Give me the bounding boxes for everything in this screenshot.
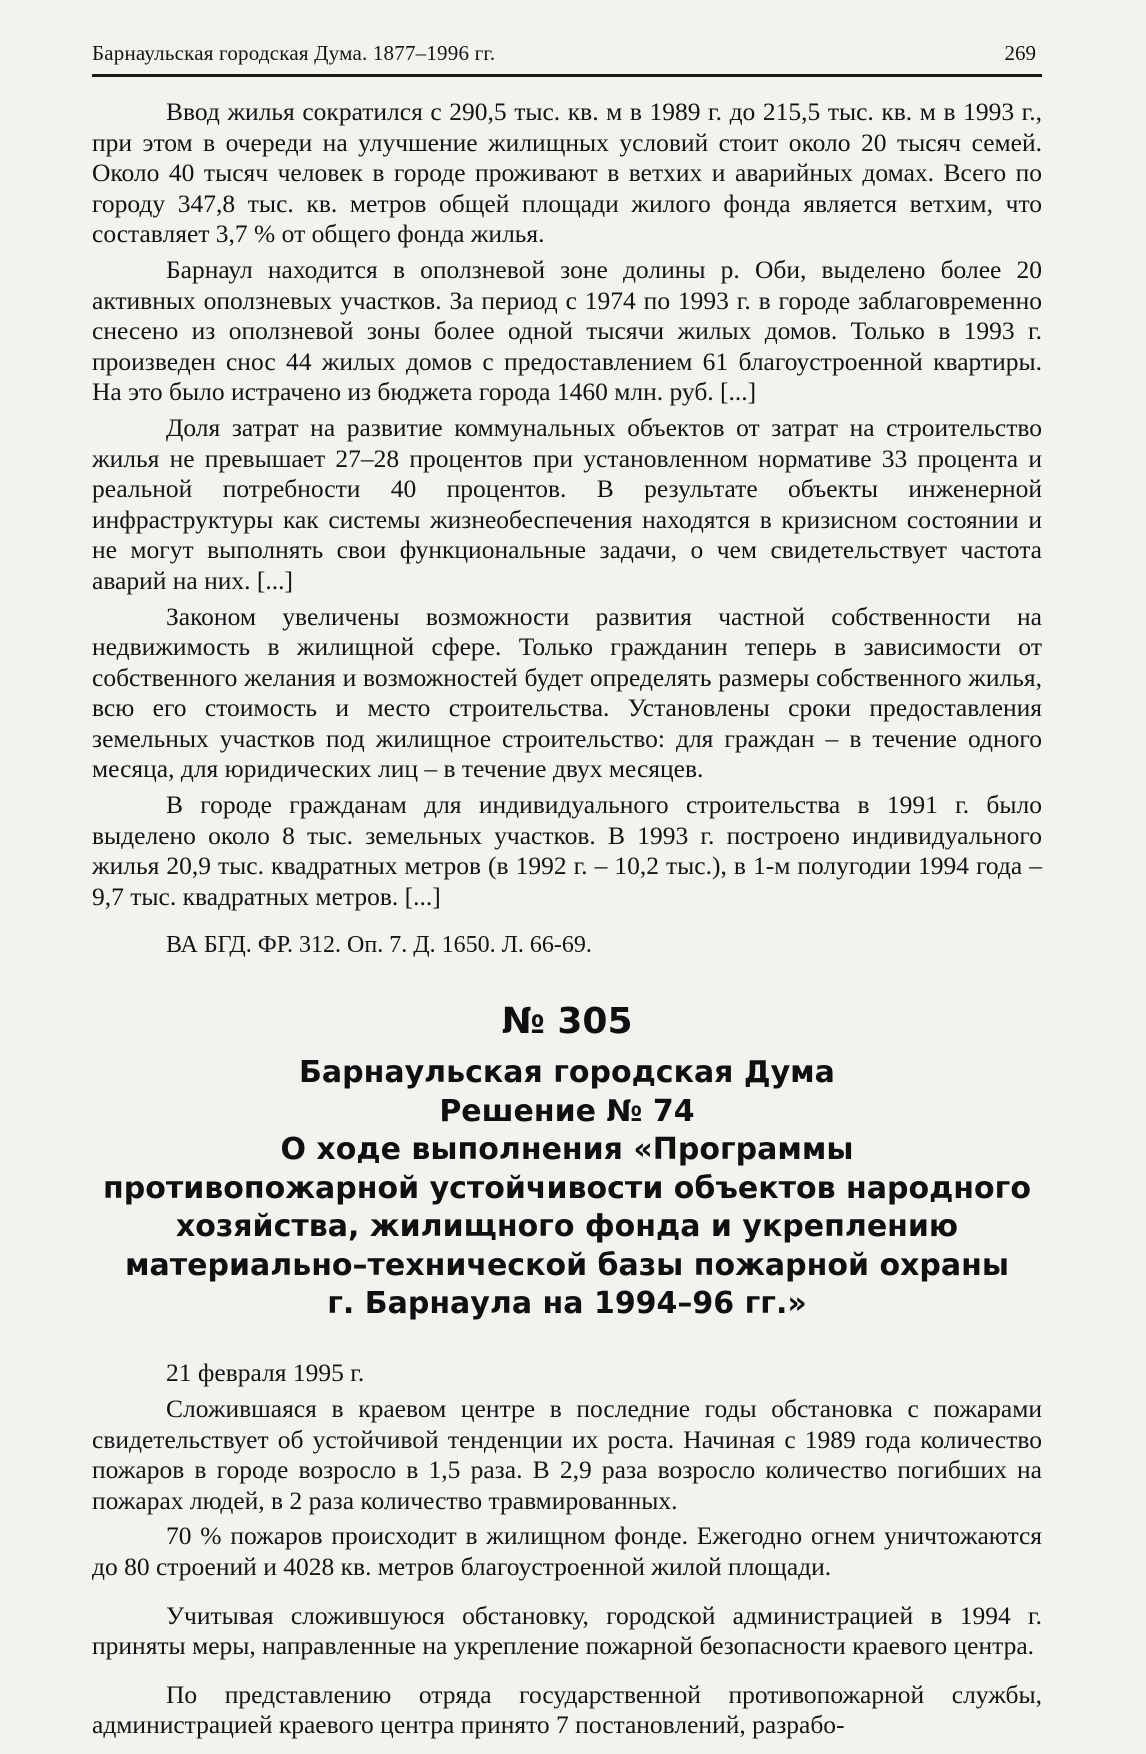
running-title: Барнаульская городская Дума. 1877–1996 гг. [92,41,496,65]
paragraph-landslide-zone: Барнаул находится в оползневой зоне долины р. Оби, выделено более 20 активных оползневых участков. За период с 1974 по 1993 г. в городе заблаговременно снесено из оползневой зоны более одной тысячи жилых домов. Только в 1993 г. произведен снос 44 жилых домов с предоставлением 61 благоустроенной квартиры. На это было истрачено из бюджета города 1460 млн. руб. [...] [92,254,1042,407]
document-title-line: Барнаульская городская Дума [299,1055,835,1091]
document-title-line: Решение № 74 [439,1093,695,1129]
document-date: 21 февраля 1995 г. [166,1357,365,1387]
paragraph-housing-fires: 70 % пожаров происходит в жилищном фонде. Ежегодно огнем уничтожаются до 80 строений и 4028 кв. метров благоустроенной жилой площади. [92,1521,1042,1581]
paragraph-resolutions: По представлению отряда государственной противопожарной службы, администрацией краевого центра принято 7 постановлений, разрабо- [92,1679,1042,1740]
paragraph-private-property: Законом увеличены возможности развития частной собственности на недвижимость в жилищной сфере. Только гражданин теперь в зависимости от собственного желания и возможностей будет определять размеры собственного жилья, всю его стоимость и место строительства. Установлены сроки предоставления земельных участков под жилищное строительство: для граждан – в течение одного месяца, для юридических лиц – в течение двух месяцев. [92,601,1042,784]
archive-source-reference: ВА БГД. ФР. 312. Оп. 7. Д. 1650. Л. 66-69. [166,932,592,959]
document-title-line: материально–технической базы пожарной охраны [125,1247,1009,1283]
running-header [92,40,1042,77]
body-text-bottom [92,1394,1042,1741]
paragraph-individual-construction: В городе гражданам для индивидуального строительства в 1991 г. было выделено около 8 тыс. земельных участков. В 1993 г. построено индивидуального жилья 20,9 тыс. квадратных метров (в 1992 г. – 10,2 тыс.), в 1-м полугодии 1994 года – 9,7 тыс. квадратных метров. [...] [92,790,1042,911]
paragraph-utility-costs: Доля затрат на развитие коммунальных объектов от затрат на строительство жилья не превышает 27–28 процентов при установленном нормативе 33 процента и реальной потребности 40 процентов. В результате объекты инженерной инфраструктуры как системы жизнеобеспечения находятся в кризисном состоянии и не могут выполнять свои функциональные задачи, о чем свидетельствует частота аварий на них. [...] [92,412,1042,595]
document-heading [92,1000,1042,1324]
document-number: № 305 [501,1001,633,1043]
document-title-line: г. Барнаула на 1994–96 гг.» [327,1286,807,1322]
paragraph-housing-input: Ввод жилья сократился с 290,5 тыс. кв. м в 1989 г. до 215,5 тыс. кв. м в 1993 г., при этом в очереди на улучшение жилищных условий стоит около 20 тысяч семей. Около 40 тысяч человек в городе проживают в ветхих и аварийных домах. Всего по городу 347,8 тыс. кв. метров общей площади жилого фонда является ветхим, что составляет 3,7 % от общего фонда жилья. [92,97,1042,249]
body-text-top [92,97,1042,912]
page-number: 269 [1004,41,1036,65]
document-title-line: противопожарной устойчивости объектов народного [103,1170,1031,1206]
document-title-line: О ходе выполнения «Программы [280,1132,854,1168]
document-page [92,40,1042,1746]
paragraph-measures-taken: Учитывая сложившуюся обстановку, городской администрацией в 1994 г. приняты меры, направленные на укрепление пожарной безопасности краевого центра. [92,1600,1042,1661]
document-title-line: хозяйства, жилищного фонда и укреплению [175,1209,959,1245]
paragraph-fire-situation: Сложившаяся в краевом центре в последние годы обстановка с пожарами свидетельствует об устойчивой тенденции их роста. Начиная с 1989 года количество пожаров в городе возросло в 1,5 раза. В 2,9 раза возросло количество погибших на пожарах людей, в 2 раза количество травмированных. [92,1393,1042,1515]
